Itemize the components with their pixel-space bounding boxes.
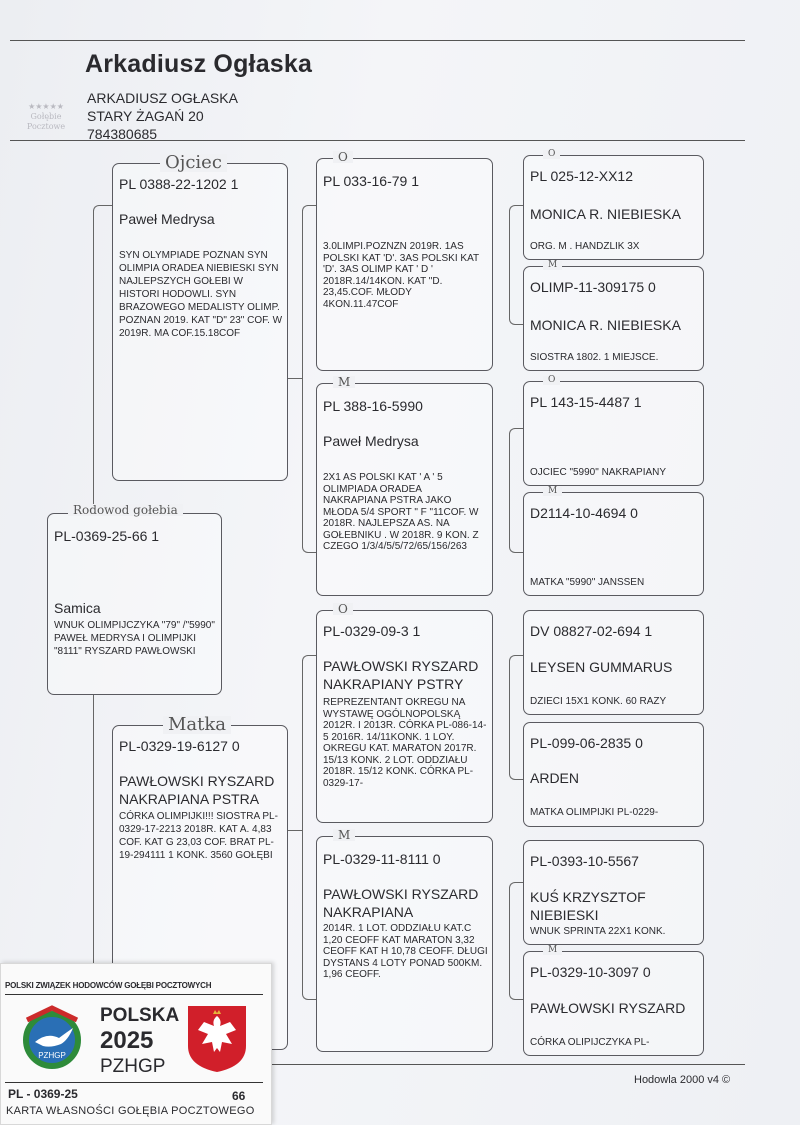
fff-box	[523, 155, 704, 260]
mmm-desc: CÓRKA OLIPIJCZYKA PL-	[530, 1037, 650, 1048]
mmm-sex-label: M	[543, 946, 562, 955]
connector-main-father	[93, 205, 112, 513]
mf-sex-label: O	[333, 603, 353, 615]
main-desc: WNUK OLIMPIJCZYKA "79" /"5990" PAWEŁ MEDRYSA I OLIMPIJKI "8111" RYSZARD PAWŁOWSKI	[54, 620, 215, 657]
connector-main-mother	[93, 695, 112, 980]
fm-box	[316, 383, 493, 596]
ff-sex-label: O	[333, 151, 353, 163]
ff-desc: 3.0LIMPI.POZNZN 2019R. 1AS POLSKI KAT 'D'. 3AS POLSKI KAT 'D'. 3AS OLIMP KAT ' D ' 2018R.14/14KON. KAT "D. 23,45.COF. MŁODY 4KON.11.47COF	[323, 241, 479, 310]
mff-box	[523, 610, 704, 715]
ff-ring: PL 033-16-79 1	[323, 173, 419, 189]
ffm-name: MONICA R. NIEBIESKA	[530, 317, 681, 333]
fmf-sex-label: O	[543, 376, 560, 385]
fmf-ring: PL 143-15-4487 1	[530, 394, 642, 410]
pzhgp-logo-icon	[13, 1002, 91, 1076]
father-box	[112, 163, 288, 481]
ffm-box	[523, 266, 704, 371]
card-footer: KARTA WŁASNOŚCI GOŁĘBIA POCZTOWEGO	[6, 1105, 255, 1117]
mmf-name: KUŚ KRZYSZTOF NIEBIESKI	[530, 889, 646, 923]
fmm-ring: D2114-10-4694 0	[530, 505, 638, 521]
mff-name: LEYSEN GUMMARUS	[530, 659, 673, 675]
top-rule	[10, 40, 745, 41]
card-country: POLSKA	[100, 1005, 180, 1026]
polish-eagle-icon	[186, 1004, 248, 1074]
ffm-desc: SIOSTRA 1802. 1 MIEJSCE.	[530, 352, 659, 363]
fmm-box	[523, 492, 704, 596]
mmf-desc: WNUK SPRINTA 22X1 KONK.	[530, 926, 666, 937]
logo-text-2: Pocztowe	[26, 122, 66, 131]
mfm-box	[523, 722, 704, 827]
fmm-sex-label: M	[543, 487, 562, 496]
fm-name: Paweł Medrysa	[323, 433, 419, 449]
card-code: PZHGP	[100, 1056, 166, 1077]
card-top-line	[5, 994, 263, 995]
mm-name: PAWŁOWSKI RYSZARD NAKRAPIANA	[323, 886, 479, 920]
father-label: Ojciec	[160, 154, 227, 172]
connector-father-stub	[288, 378, 302, 379]
card-year: 2025	[100, 1027, 154, 1054]
fm-ring: PL 388-16-5990	[323, 398, 423, 414]
mother-name: PAWŁOWSKI RYSZARD NAKRAPIANA PSTRA	[119, 773, 275, 807]
mmm-box	[523, 951, 704, 1056]
mf-name: PAWŁOWSKI RYSZARD NAKRAPIANY PSTRY	[323, 658, 479, 692]
connector-mm-parents	[509, 882, 523, 1000]
father-ring: PL 0388-22-1202 1	[119, 176, 239, 192]
mm-desc: 2014R. 1 LOT. ODDZIAŁU KAT.C 1,20 CEOFF KAT MARATON 3,32 CEOFF KAT H 10,78 CEOFF. DŁUGI DYSTANS 4 LOTY PONAD 500KM. 1,96 CEOFF.	[323, 923, 488, 980]
connector-mother-stub	[288, 830, 302, 831]
mmm-name: PAWŁOWSKI RYSZARD	[530, 1000, 686, 1016]
fmm-desc: MATKA "5990" JANSSEN	[530, 577, 645, 588]
mmm-ring: PL-0329-10-3097 0	[530, 964, 651, 980]
father-desc: SYN OLYMPIADE POZNAN SYN OLIMPIA ORADEA NIEBIESKI SYN NAJLEPSZYCH GOŁEBI W HISTORI HODOWLI. SYN BRAZOWEGO MEDALISTY OLIMP. POZNAN 2019. KAT "D" 23" COF. W 2019R. MA COF.15.18COF	[119, 250, 283, 339]
ffm-sex-label: M	[543, 261, 562, 270]
logo-stars: ★★★★★	[28, 102, 64, 111]
connector-mf-parents	[509, 655, 523, 780]
fmf-box	[523, 381, 704, 486]
card-ring: PL - 0369-25	[8, 1087, 78, 1101]
mm-box	[316, 836, 493, 1052]
mm-sex-label: M	[333, 829, 355, 841]
mmf-ring: PL-0393-10-5567	[530, 853, 639, 869]
owner-name-line: ARKADIUSZ OGŁASKA	[87, 90, 238, 106]
mfm-name: ARDEN	[530, 770, 580, 786]
connector-father-parents	[302, 205, 316, 553]
mmf-box	[523, 840, 704, 945]
mff-ring: DV 08827-02-694 1	[530, 623, 653, 639]
mm-ring: PL-0329-11-8111 0	[323, 851, 441, 867]
owner-logo	[14, 102, 78, 132]
mfm-desc: MATKA OLIMPIJKI PL-0229-	[530, 807, 659, 818]
owner-address: STARY ŻAGAŃ 20	[87, 108, 204, 124]
fff-sex-label: O	[543, 150, 560, 159]
footer-software: Hodowla 2000 v4 ©	[634, 1074, 731, 1086]
connector-ff-parents	[509, 205, 523, 325]
main-ring: PL-0369-25-66 1	[54, 528, 160, 544]
card-bottom-line	[5, 1082, 263, 1083]
main-sex: Samica	[54, 600, 101, 616]
mother-ring: PL-0329-19-6127 0	[119, 738, 240, 754]
card-number: 66	[232, 1089, 246, 1103]
mff-desc: DZIECI 15X1 KONK. 60 RAZY	[530, 696, 667, 707]
fm-sex-label: M	[333, 376, 355, 388]
ffm-ring: OLIMP-11-309175 0	[530, 279, 656, 295]
card-header: POLSKI ZWIĄZEK HODOWCÓW GOŁĘBI POCZTOWYCH	[5, 981, 212, 990]
mother-label: Matka	[163, 716, 231, 734]
main-pigeon-box	[47, 513, 222, 695]
ff-box	[316, 158, 493, 371]
fff-desc: ORG. M . HANDZLIK 3X	[530, 241, 640, 252]
mf-ring: PL-0329-09-3 1	[323, 623, 421, 639]
pzhgp-logo-text: PZHGP	[38, 1051, 66, 1060]
fm-desc: 2X1 AS POLSKI KAT ' A ' 5 OLIMPIADA ORADEA NAKRAPIANA PSTRA JAKO MŁODA 5/4 SPORT " F "11COF. W 2018R. NAJLEPSZA AS. NA GOŁEBNIKU . W 2018R. 9 KON. Z CZEGO 1/3/4/5/5/72/65/156/263	[323, 472, 479, 552]
connector-mother-parents	[302, 655, 316, 1000]
bottom-rule	[272, 1064, 745, 1065]
mother-desc: CÓRKA OLIMPIJKI!!! SIOSTRA PL-0329-17-2213 2018R. KAT A. 4,83 COF. KAT G 23,03 COF. BRAT PL-19-294111 1 KONK. 3560 GOŁĘBI	[119, 811, 278, 861]
father-name: Paweł Medrysa	[119, 211, 215, 227]
owner-phone: 784380685	[87, 126, 158, 142]
pedigree-label: Rodowod gołebia	[68, 504, 183, 516]
owner-name: Arkadiusz Ogłaska	[85, 50, 313, 78]
mf-box	[316, 610, 493, 823]
mf-desc: REPREZENTANT OKREGU NA WYSTAWĘ OGÓLNOPOLSKĄ 2012R. I 2013R. CÓRKA PL-086-14-5 2016R. 14/11KONK. 1 LOY. OKREGU KAT. MARATON 2017R. 15/13 KONK. 2 LOT. ODDZIAŁU 2018R. 15/12 KONK. CÓRKA PL-0329-17-	[323, 697, 487, 789]
logo-text-1: Gołębie	[30, 112, 62, 121]
fff-name: MONICA R. NIEBIESKA	[530, 206, 681, 222]
fff-ring: PL 025-12-XX12	[530, 168, 633, 184]
fmf-desc: OJCIEC "5990" NAKRAPIANY	[530, 467, 667, 478]
connector-fm-parents	[509, 428, 523, 553]
mfm-ring: PL-099-06-2835 0	[530, 735, 643, 751]
